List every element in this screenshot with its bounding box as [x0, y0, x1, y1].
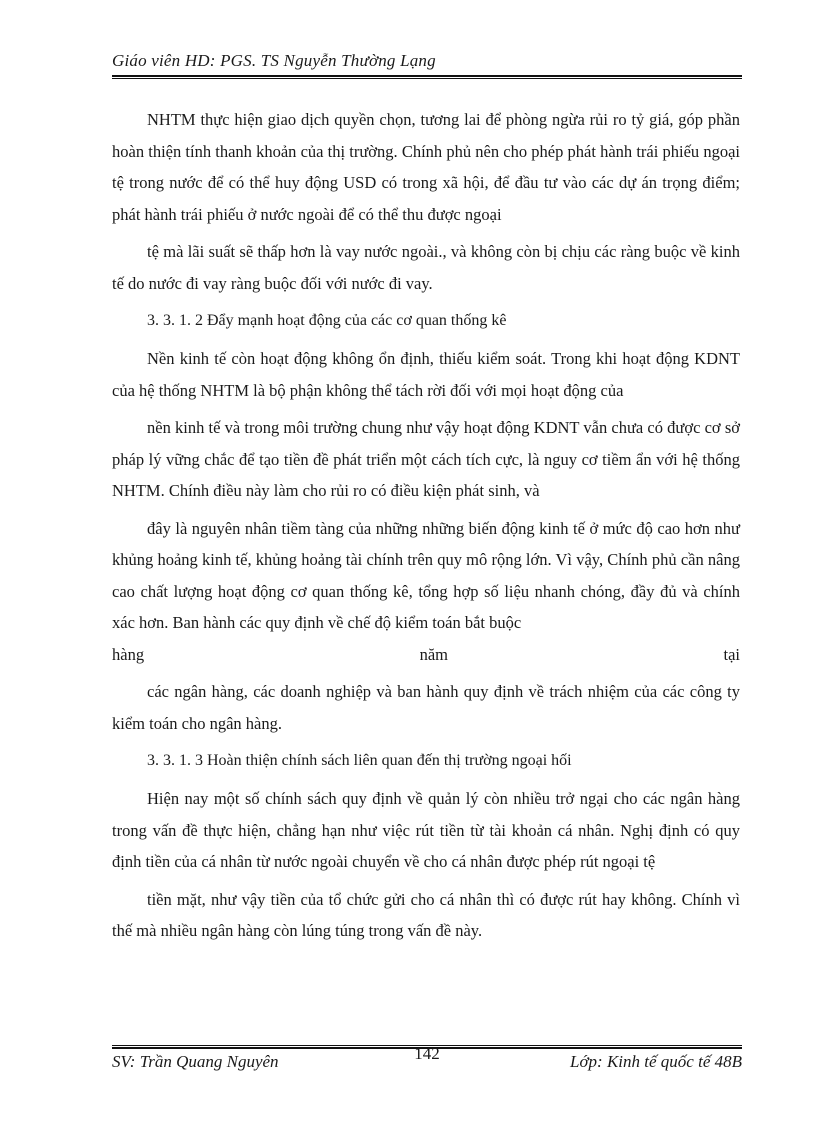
header-rule — [112, 75, 742, 78]
section-heading-3-3-1-2: 3. 3. 1. 2 Đẩy mạnh hoạt động của các cơ quan thống kê — [147, 312, 507, 329]
footer-student: SV: Trần Quang Nguyên — [112, 1052, 279, 1071]
paragraph-6: các ngân hàng, các doanh nghiệp và ban hành quy định về trách nhiệm của các công ty kiểm toán cho ngân hàng. — [112, 682, 740, 733]
paragraph-8: tiền mặt, như vậy tiền của tổ chức gửi cho cá nhân thì có được rút hay không. Chính vì thế mà nhiều ngân hàng còn lúng túng trong vấn đề này. — [112, 889, 740, 940]
page-footer — [112, 1045, 742, 1073]
paragraph-3: Nền kinh tế còn hoạt động không ổn định, thiếu kiểm soát. Trong khi hoạt động KDNT của hệ thống NHTM là bộ phận không thể tách rời đối với mọi hoạt động của — [112, 349, 740, 400]
spread-word-2: năm — [419, 644, 448, 664]
paragraph-5: đây là nguyên nhân tiềm tàng của những những biến động kinh tế ở mức độ cao hơn như khủng hoảng kinh tế, khủng hoảng tài chính trên quy mô rộng lớn. Vì vậy, Chính phủ cần nâng cao chất lượng hoạt động cơ quan thống kê, tổng hợp số liệu nhanh chóng, đầy đủ và chính xác hơn. Ban hành các quy định về chế độ kiểm toán bắt buộc — [112, 518, 740, 632]
document-body — [112, 104, 740, 947]
header-advisor-text: Giáo viên HD: PGS. TS Nguyễn Thường Lạng — [112, 51, 436, 70]
page-number: 142 — [414, 1044, 440, 1063]
spread-word-1: hàng — [112, 644, 145, 664]
footer-class: Lớp: Kinh tế quốc tế 48B — [570, 1052, 742, 1071]
page-header — [112, 50, 742, 78]
paragraph-7: Hiện nay một số chính sách quy định về quản lý còn nhiều trở ngại cho các ngân hàng trong vấn đề thực hiện, chẳng hạn như việc rút tiền từ tài khoản cá nhân. Nghị định có quy định tiền của cá nhân từ nước ngoài chuyển về cho cá nhân được phép rút ngoại tệ — [112, 789, 740, 871]
spread-word-3: tại — [723, 644, 740, 664]
paragraph-4: nền kinh tế và trong môi trường chung như vậy hoạt động KDNT vẫn chưa có được cơ sở pháp lý vững chắc để tạo tiền đề phát triển một cách tích cực, là nguy cơ tiềm ẩn với hệ thống NHTM. Chính điều này làm cho rủi ro có điều kiện phát sinh, và — [112, 418, 740, 500]
paragraph-2: tệ mà lãi suất sẽ thấp hơn là vay nước ngoài., và không còn bị chịu các ràng buộc về kinh tế do nước đi vay ràng buộc đối với nước đi vay. — [112, 242, 740, 293]
section-heading-3-3-1-3: 3. 3. 1. 3 Hoàn thiện chính sách liên quan đến thị trường ngoại hối — [147, 752, 572, 769]
spread-line — [112, 639, 740, 671]
paragraph-1: NHTM thực hiện giao dịch quyền chọn, tương lai để phòng ngừa rủi ro tỷ giá, góp phần hoàn thiện tính thanh khoản của thị trường. Chính phủ nên cho phép phát hành trái phiếu ngoại tệ trong nước để có thể huy động USD có trong xã hội, để đầu tư vào các dự án trọng điểm; phát hành trái phiếu ở nước ngoài để có thể thu được ngoại — [112, 110, 740, 224]
